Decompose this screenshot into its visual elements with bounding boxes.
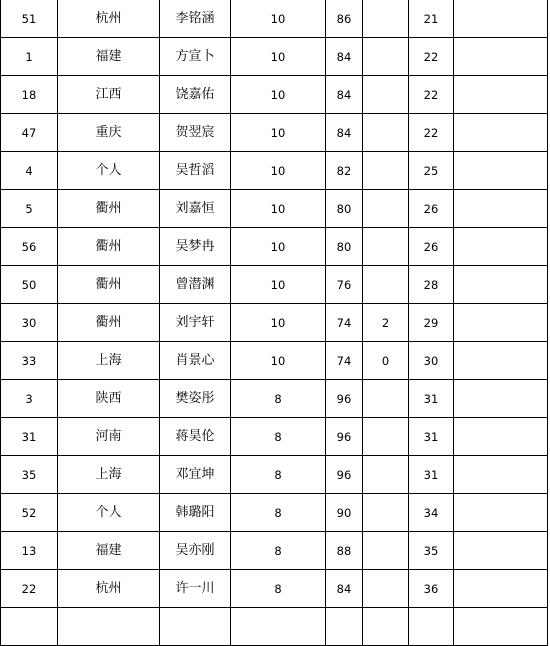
seq-cell: [1, 608, 58, 646]
extra-cell: [363, 532, 409, 570]
region-cell: 福建: [58, 532, 160, 570]
count-cell: 10: [231, 152, 326, 190]
seq-cell: 5: [1, 190, 58, 228]
rank-cell: 36: [409, 570, 454, 608]
count-cell: 8: [231, 418, 326, 456]
rank-cell: 29: [409, 304, 454, 342]
table-row: [1, 570, 548, 608]
blank-cell: [454, 342, 548, 380]
results-table-body: [1, 0, 548, 646]
extra-cell: [363, 228, 409, 266]
table-row: [1, 494, 548, 532]
rank-cell: 22: [409, 76, 454, 114]
score-cell: 96: [326, 456, 363, 494]
blank-cell: [454, 266, 548, 304]
name-cell: 贺翌宸: [160, 114, 231, 152]
name-cell: [160, 608, 231, 646]
score-cell: 80: [326, 190, 363, 228]
region-cell: 杭州: [58, 0, 160, 38]
region-cell: 衢州: [58, 190, 160, 228]
rank-cell: [409, 608, 454, 646]
extra-cell: [363, 380, 409, 418]
extra-cell: [363, 152, 409, 190]
name-cell: 李铭涵: [160, 0, 231, 38]
count-cell: 10: [231, 304, 326, 342]
seq-cell: 13: [1, 532, 58, 570]
blank-cell: [454, 76, 548, 114]
count-cell: 10: [231, 76, 326, 114]
region-cell: [58, 608, 160, 646]
count-cell: 10: [231, 190, 326, 228]
blank-cell: [454, 304, 548, 342]
name-cell: 方宣卜: [160, 38, 231, 76]
score-cell: 76: [326, 266, 363, 304]
score-cell: 82: [326, 152, 363, 190]
blank-cell: [454, 494, 548, 532]
seq-cell: 4: [1, 152, 58, 190]
seq-cell: 56: [1, 228, 58, 266]
score-cell: 96: [326, 380, 363, 418]
count-cell: 10: [231, 38, 326, 76]
extra-cell: [363, 608, 409, 646]
table-row: [1, 266, 548, 304]
rank-cell: 21: [409, 0, 454, 38]
rank-cell: 35: [409, 532, 454, 570]
blank-cell: [454, 190, 548, 228]
name-cell: 刘嘉恒: [160, 190, 231, 228]
blank-cell: [454, 570, 548, 608]
rank-cell: 28: [409, 266, 454, 304]
table-row: [1, 76, 548, 114]
name-cell: 吴亦刚: [160, 532, 231, 570]
rank-cell: 30: [409, 342, 454, 380]
score-cell: [326, 608, 363, 646]
extra-cell: [363, 190, 409, 228]
name-cell: 吴梦冉: [160, 228, 231, 266]
blank-cell: [454, 456, 548, 494]
table-row: [1, 342, 548, 380]
region-cell: 重庆: [58, 114, 160, 152]
count-cell: [231, 608, 326, 646]
region-cell: 个人: [58, 494, 160, 532]
seq-cell: 18: [1, 76, 58, 114]
seq-cell: 35: [1, 456, 58, 494]
table-row: [1, 0, 548, 38]
table-row: [1, 114, 548, 152]
score-cell: 84: [326, 114, 363, 152]
rank-cell: 31: [409, 456, 454, 494]
seq-cell: 51: [1, 0, 58, 38]
seq-cell: 3: [1, 380, 58, 418]
extra-cell: [363, 266, 409, 304]
rank-cell: 31: [409, 380, 454, 418]
extra-cell: [363, 38, 409, 76]
extra-cell: [363, 570, 409, 608]
seq-cell: 47: [1, 114, 58, 152]
count-cell: 8: [231, 570, 326, 608]
name-cell: 刘宇轩: [160, 304, 231, 342]
rank-cell: 34: [409, 494, 454, 532]
table-row: [1, 38, 548, 76]
table-row: [1, 228, 548, 266]
score-cell: 84: [326, 38, 363, 76]
score-cell: 88: [326, 532, 363, 570]
count-cell: 8: [231, 380, 326, 418]
extra-cell: [363, 0, 409, 38]
table-row: [1, 456, 548, 494]
score-cell: 84: [326, 570, 363, 608]
score-cell: 74: [326, 304, 363, 342]
seq-cell: 33: [1, 342, 58, 380]
region-cell: 上海: [58, 456, 160, 494]
score-cell: 74: [326, 342, 363, 380]
name-cell: 肖景心: [160, 342, 231, 380]
count-cell: 10: [231, 114, 326, 152]
extra-cell: [363, 456, 409, 494]
blank-cell: [454, 418, 548, 456]
name-cell: 许一川: [160, 570, 231, 608]
region-cell: 福建: [58, 38, 160, 76]
extra-cell: [363, 418, 409, 456]
score-cell: 90: [326, 494, 363, 532]
region-cell: 衢州: [58, 266, 160, 304]
count-cell: 10: [231, 228, 326, 266]
extra-cell: 2: [363, 304, 409, 342]
score-cell: 86: [326, 0, 363, 38]
extra-cell: 0: [363, 342, 409, 380]
blank-cell: [454, 114, 548, 152]
region-cell: 衢州: [58, 228, 160, 266]
count-cell: 8: [231, 456, 326, 494]
table-row: [1, 304, 548, 342]
table-row: [1, 418, 548, 456]
count-cell: 10: [231, 266, 326, 304]
count-cell: 8: [231, 494, 326, 532]
name-cell: 饶嘉佑: [160, 76, 231, 114]
name-cell: 樊姿彤: [160, 380, 231, 418]
name-cell: 邓宜坤: [160, 456, 231, 494]
blank-cell: [454, 380, 548, 418]
blank-cell: [454, 152, 548, 190]
seq-cell: 31: [1, 418, 58, 456]
name-cell: 韩璐阳: [160, 494, 231, 532]
seq-cell: 22: [1, 570, 58, 608]
rank-cell: 26: [409, 190, 454, 228]
extra-cell: [363, 114, 409, 152]
blank-cell: [454, 608, 548, 646]
region-cell: 衢州: [58, 304, 160, 342]
blank-cell: [454, 0, 548, 38]
count-cell: 8: [231, 532, 326, 570]
rank-cell: 25: [409, 152, 454, 190]
region-cell: 杭州: [58, 570, 160, 608]
seq-cell: 30: [1, 304, 58, 342]
region-cell: 上海: [58, 342, 160, 380]
rank-cell: 26: [409, 228, 454, 266]
blank-cell: [454, 228, 548, 266]
blank-cell: [454, 38, 548, 76]
region-cell: 陕西: [58, 380, 160, 418]
rank-cell: 22: [409, 114, 454, 152]
name-cell: 吴哲滔: [160, 152, 231, 190]
table-row: [1, 190, 548, 228]
table-row: [1, 152, 548, 190]
rank-cell: 22: [409, 38, 454, 76]
region-cell: 河南: [58, 418, 160, 456]
count-cell: 10: [231, 342, 326, 380]
extra-cell: [363, 76, 409, 114]
region-cell: 个人: [58, 152, 160, 190]
score-cell: 96: [326, 418, 363, 456]
count-cell: 10: [231, 0, 326, 38]
blank-cell: [454, 532, 548, 570]
seq-cell: 50: [1, 266, 58, 304]
score-cell: 84: [326, 76, 363, 114]
region-cell: 江西: [58, 76, 160, 114]
table-row: [1, 380, 548, 418]
name-cell: 曾潜渊: [160, 266, 231, 304]
seq-cell: 52: [1, 494, 58, 532]
table-row: [1, 532, 548, 570]
seq-cell: 1: [1, 38, 58, 76]
rank-cell: 31: [409, 418, 454, 456]
extra-cell: [363, 494, 409, 532]
table-row: [1, 608, 548, 646]
score-cell: 80: [326, 228, 363, 266]
name-cell: 蒋昊伦: [160, 418, 231, 456]
